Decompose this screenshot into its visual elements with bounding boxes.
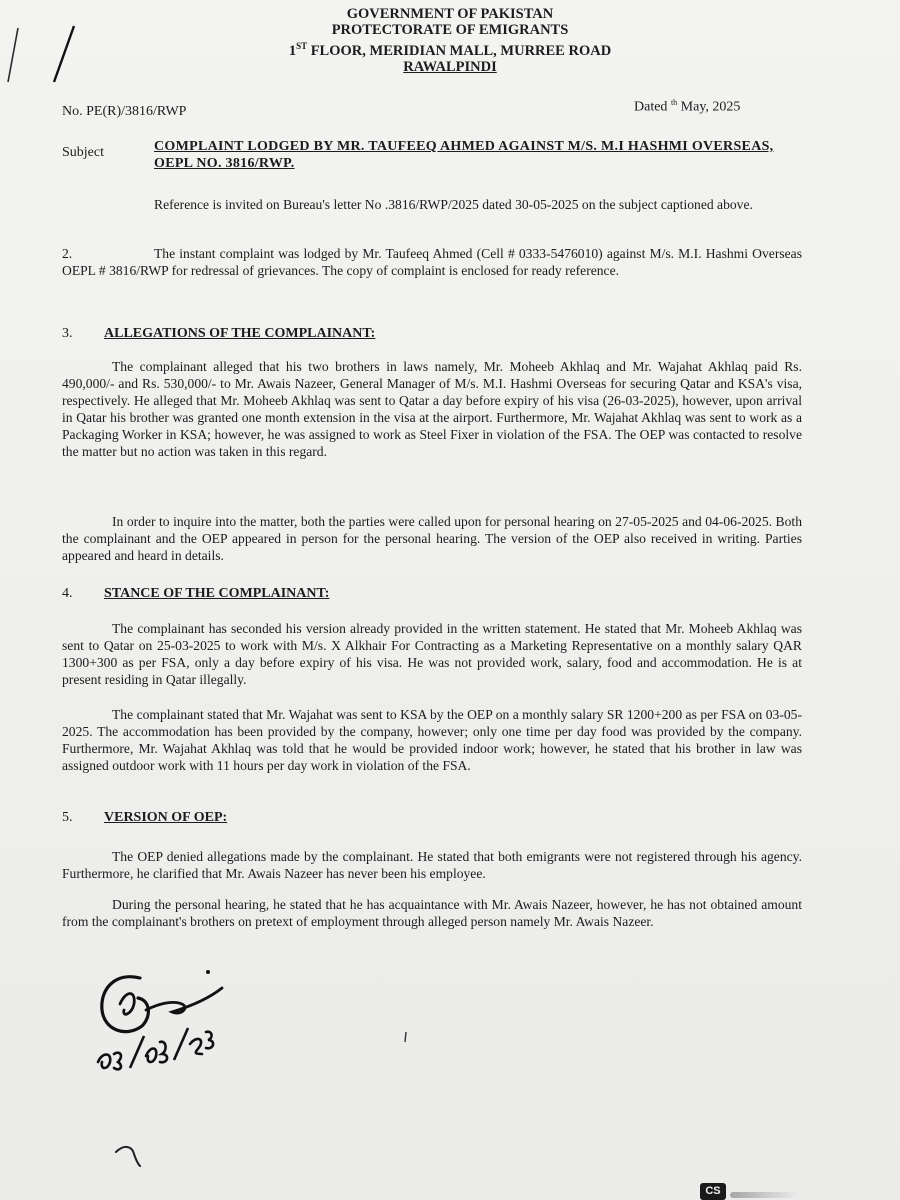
subject-label: Subject (62, 145, 104, 160)
letterhead-line-4: RAWALPINDI (403, 58, 497, 75)
reference-number: No. PE(R)/3816/RWP (62, 104, 187, 119)
scanner-logo-trail (730, 1192, 800, 1198)
handwritten-signature (80, 960, 270, 1090)
scanner-logo: CS (700, 1183, 726, 1200)
paragraph-7: The OEP denied allegations made by the complainant. He stated that both emigrants were not registered through his agency. Furthermore, he clarified that Mr. Awais Nazeer has never been his employee. (62, 849, 802, 881)
letterhead (0, 6, 900, 75)
letter-date: Dated $^{th}$ May, 2025 (634, 98, 741, 115)
subject-text: COMPLAINT LODGED BY MR. TAUFEEQ AHMED AGAINST M/S. M.I HASHMI OVERSEAS, OEPL NO. 3816/RWP. (154, 139, 774, 171)
letterhead-line-1: GOVERNMENT OF PAKISTAN (346, 6, 554, 22)
section-3-heading: 3. ALLEGATIONS OF THE COMPLAINANT: (62, 326, 376, 341)
paragraph-1: Reference is invited on Bureau's letter No .3816/RWP/2025 dated 30-05-2025 on the subject captioned above. (154, 197, 753, 212)
paragraph-8: During the personal hearing, he stated that he has acquaintance with Mr. Awais Nazeer, however, he has not obtained amount from the complainant's brothers on pretext of employment through alleged person namely Mr. Awais Nazeer. (62, 897, 802, 929)
letterhead-line-3: 1ST FLOOR, MERIDIAN MALL, MURREE ROAD (288, 41, 612, 59)
paragraph-6: The complainant stated that Mr. Wajahat was sent to KSA by the OEP on a monthly salary SR 1200+200 as per FSA on 03-05-2025. The accommodation has been provided by the company, however; only one time per day food was provided by the company. Furthermore, Mr. Wajahat Akhlaq was told that he would be provided indoor work; however, he stated that his brother in law was assigned outdoor work with 11 hours per day work in violation of the FSA. (62, 707, 802, 773)
paragraph-2: 2. The instant complaint was lodged by Mr. Taufeeq Ahmed (Cell # 0333-5476010) against M/s. M.I. Hashmi Overseas OEPL # 3816/RWP for redressal of grievances. The copy of complaint is enclosed for ready reference. (62, 246, 802, 278)
section-5-heading: 5. VERSION OF OEP: (62, 810, 228, 825)
section-4-heading: 4. STANCE OF THE COMPLAINANT: (62, 586, 330, 601)
letterhead-line-2: PROTECTORATE OF EMIGRANTS (331, 22, 569, 38)
paragraph-5: The complainant has seconded his version already provided in the written statement. He stated that Mr. Moheeb Akhlaq was sent to Qatar on 25-03-2025 to work with M/s. X Alkhair For Contracting as a Marketing Representative on a monthly salary QAR 1300+300 as per FSA, only a day before expiry of his visa. He was not provided work, salary, food and accommodation. He is at present residing in Qatar illegally. (62, 621, 802, 687)
paragraph-4: In order to inquire into the matter, both the parties were called upon for personal hearing on 27-05-2025 and 04-06-2025. Both the complainant and the OEP appeared in person for the personal hearing. The version of the OEP also received in writing. Parties appeared and heard in details. (62, 514, 802, 563)
paragraph-3: The complainant alleged that his two brothers in laws namely, Mr. Moheeb Akhlaq and Mr. Wajahat Akhlaq paid Rs. 490,000/- and Rs. 530,000/- to Mr. Awais Nazeer, General Manager of M/s. M.I. Hashmi Overseas for securing Qatar and KSA's visa, respectively. He alleged that Mr. Moheeb Akhlaq was sent to Qatar a day before expiry of his visa (26-03-2025), however, upon arrival in Qatar his brother was granted one month extension in the visa at the airport. Furthermore, Mr. Wajahat Akhlaq was sent to work as a Packaging Worker in KSA; however, he was assigned to work as Steel Fixer in violation of the FSA. The OEP was contacted to resolve the matter but no action was taken in this regard. (62, 359, 802, 459)
ink-speck (400, 1030, 412, 1048)
pen-stroke-bottom (110, 1140, 150, 1170)
